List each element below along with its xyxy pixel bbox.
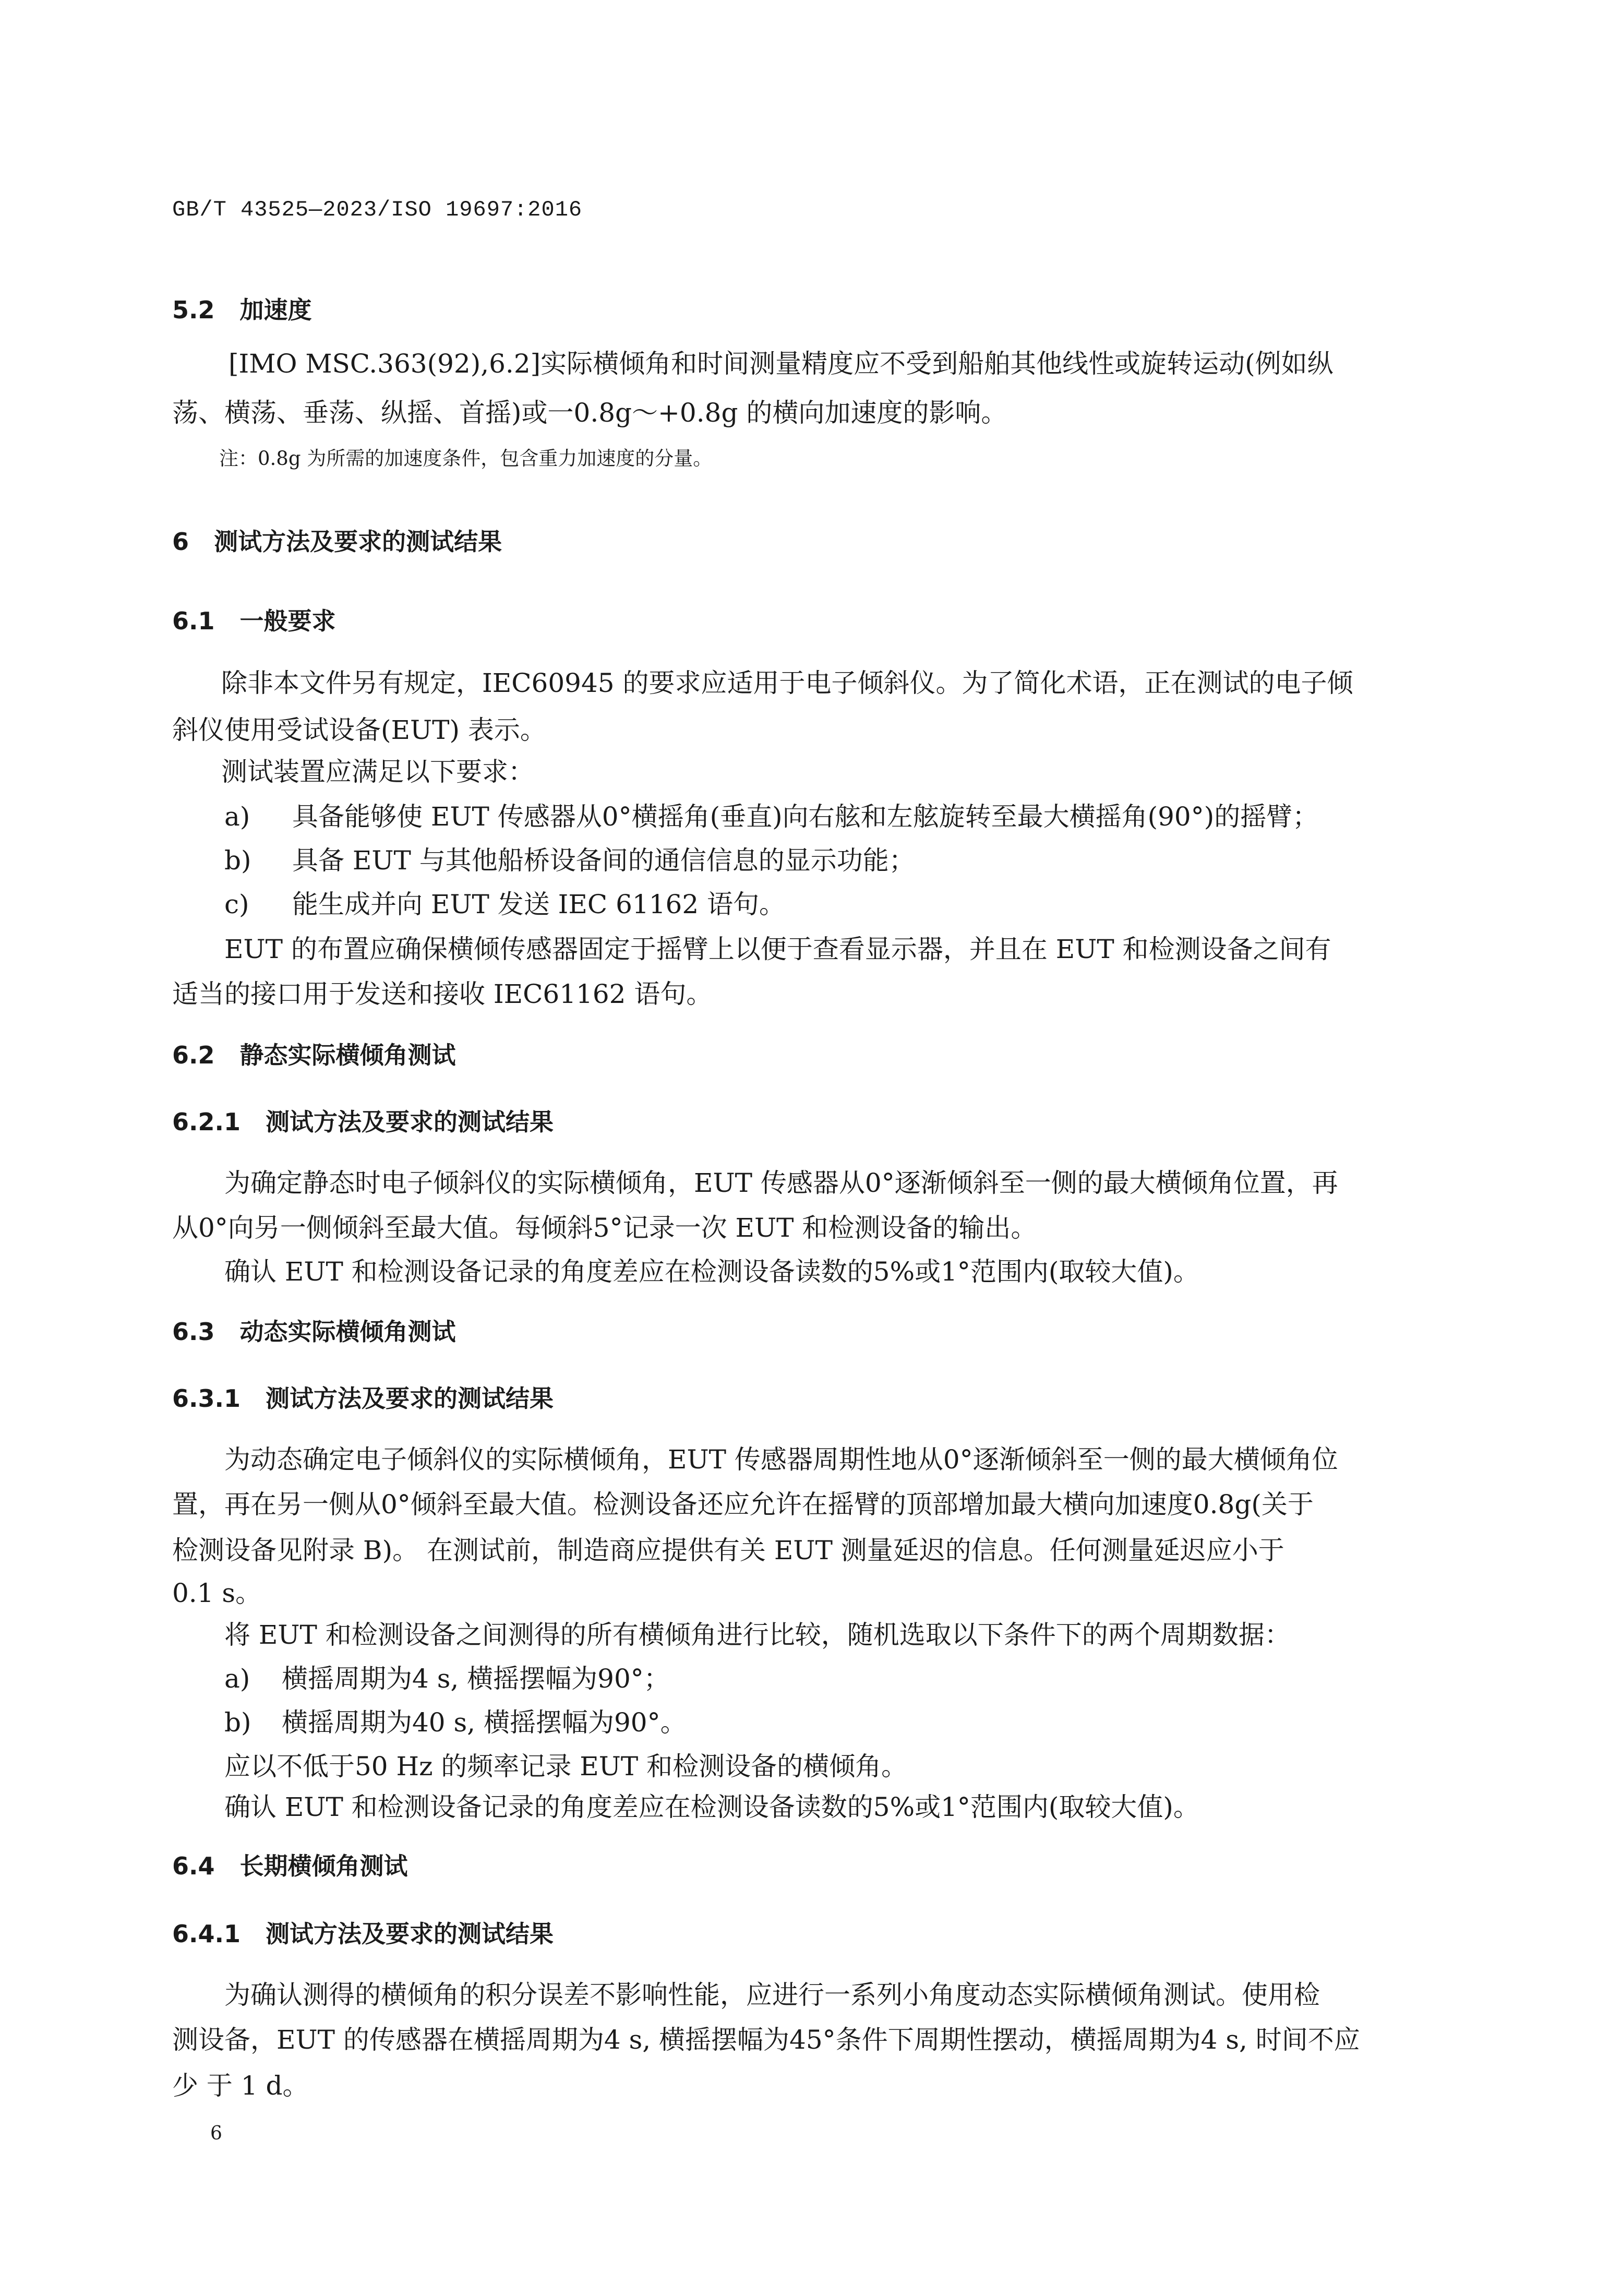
section-number: 6.3.1 <box>172 1384 241 1413</box>
section-number: 6.2.1 <box>172 1108 241 1136</box>
section-number: 6.4 <box>172 1852 215 1880</box>
section-title: 一般要求 <box>239 607 336 635</box>
paragraph-line: 为确定静态时电子倾斜仪的实际横倾角，EUT 传感器从0°逐渐倾斜至一侧的最大横倾角位置，再 <box>224 1168 1338 1198</box>
list-marker: b) <box>224 1707 251 1738</box>
paragraph-line: 荡、横荡、垂荡、纵摇、首摇)或一0.8g～+0.8g 的横向加速度的影响。 <box>172 398 1007 428</box>
paragraph-line: 斜仪使用受试设备(EUT) 表示。 <box>172 715 546 745</box>
list-item <box>224 880 249 929</box>
paragraph-line: 测试装置应满足以下要求： <box>221 757 534 787</box>
section-title: 测试方法及要求的测试结果 <box>266 1384 554 1413</box>
list-item-text: 具备能够使 EUT 传感器从0°横摇角(垂直)向右舷和左舷旋转至最大横摇角(90°)的摇臂； <box>292 802 1319 832</box>
list-item <box>224 792 250 841</box>
list-item-text: 横摇周期为4 s, 横摇摆幅为90°； <box>282 1664 670 1694</box>
section-5-2-heading <box>172 291 312 326</box>
list-item <box>224 1698 251 1747</box>
section-6-4-1-heading <box>172 1915 554 1950</box>
paragraph-line: 确认 EUT 和检测设备记录的角度差应在检测设备读数的5%或1°范围内(取较大值)。 <box>224 1257 1199 1287</box>
paragraph-line: 测设备，EUT 的传感器在横摇周期为4 s, 横摇摆幅为45°条件下周期性摆动，横摇周期为4 s, 时间不应 <box>172 2025 1360 2055</box>
list-marker: c) <box>224 889 249 919</box>
paragraph-line: 确认 EUT 和检测设备记录的角度差应在检测设备读数的5%或1°范围内(取较大值)。 <box>224 1792 1199 1822</box>
list-item-text: 横摇周期为40 s, 横摇摆幅为90°。 <box>282 1707 687 1738</box>
paragraph-line: 适当的接口用于发送和接收 IEC61162 语句。 <box>172 979 713 1009</box>
section-6-2-heading <box>172 1036 456 1071</box>
section-number: 6.3 <box>172 1318 215 1346</box>
section-title: 测试方法及要求的测试结果 <box>214 528 502 556</box>
paragraph-line: 除非本文件另有规定，IEC60945 的要求应适用于电子倾斜仪。为了简化术语，正在测试的电子倾 <box>221 668 1353 698</box>
list-marker: a) <box>224 1664 250 1694</box>
section-title: 测试方法及要求的测试结果 <box>266 1108 554 1136</box>
section-number: 6.4.1 <box>172 1920 241 1948</box>
page-number: 6 <box>210 2123 222 2144</box>
paragraph-line: 应以不低于50 Hz 的频率记录 EUT 和检测设备的横倾角。 <box>224 1751 908 1781</box>
section-6-2-1-heading <box>172 1103 554 1138</box>
section-number: 5.2 <box>172 296 215 324</box>
section-number: 6.2 <box>172 1041 215 1069</box>
paragraph-line: 为动态确定电子倾斜仪的实际横倾角，EUT 传感器周期性地从0°逐渐倾斜至一侧的最大横倾角位 <box>224 1444 1338 1475</box>
section-title: 静态实际横倾角测试 <box>239 1041 456 1069</box>
section-title: 加速度 <box>239 296 312 324</box>
section-number: 6 <box>172 528 189 556</box>
paragraph-line: 少 于 1 d。 <box>172 2071 309 2101</box>
paragraph-line: 从0°向另一侧倾斜至最大值。每倾斜5°记录一次 EUT 和检测设备的输出。 <box>172 1213 1037 1243</box>
list-item-text: 具备 EUT 与其他船桥设备间的通信信息的显示功能； <box>292 845 915 876</box>
note-text: 注：0.8g 为所需的加速度条件，包含重力加速度的分量。 <box>219 447 713 470</box>
paragraph-line: 检测设备见附录 B)。 在测试前，制造商应提供有关 EUT 测量延迟的信息。任何测量延迟应小于 <box>172 1535 1284 1565</box>
list-item <box>224 836 251 885</box>
paragraph-line: 将 EUT 和检测设备之间测得的所有横倾角进行比较，随机选取以下条件下的两个周期数据： <box>224 1620 1291 1650</box>
section-number: 6.1 <box>172 607 215 635</box>
document-header: GB/T 43525—2023/ISO 19697:2016 <box>172 197 583 222</box>
list-marker: b) <box>224 845 251 876</box>
paragraph-line: EUT 的布置应确保横倾传感器固定于摇臂上以便于查看显示器，并且在 EUT 和检测设备之间有 <box>224 934 1331 964</box>
list-marker: a) <box>224 802 250 832</box>
section-title: 动态实际横倾角测试 <box>239 1318 456 1346</box>
section-6-4-heading <box>172 1847 408 1882</box>
list-item-text: 能生成并向 EUT 发送 IEC 61162 语句。 <box>292 889 786 919</box>
paragraph-line: 0.1 s。 <box>172 1578 262 1608</box>
paragraph-line: 为确认测得的横倾角的积分误差不影响性能，应进行一系列小角度动态实际横倾角测试。使用检 <box>224 1980 1320 2010</box>
list-item <box>224 1654 250 1703</box>
paragraph-line: [IMO MSC.363(92),6.2]实际横倾角和时间测量精度应不受到船舶其他线性或旋转运动(例如纵 <box>229 349 1333 379</box>
section-title: 长期横倾角测试 <box>239 1852 408 1880</box>
section-6-3-1-heading <box>172 1380 554 1414</box>
section-6-3-heading <box>172 1313 456 1347</box>
paragraph-line: 置，再在另一侧从0°倾斜至最大值。检测设备还应允许在摇臂的顶部增加最大横向加速度0.8g(关于 <box>172 1489 1314 1520</box>
section-title: 测试方法及要求的测试结果 <box>266 1920 554 1948</box>
section-6-heading <box>172 523 502 557</box>
section-6-1-heading <box>172 602 336 637</box>
